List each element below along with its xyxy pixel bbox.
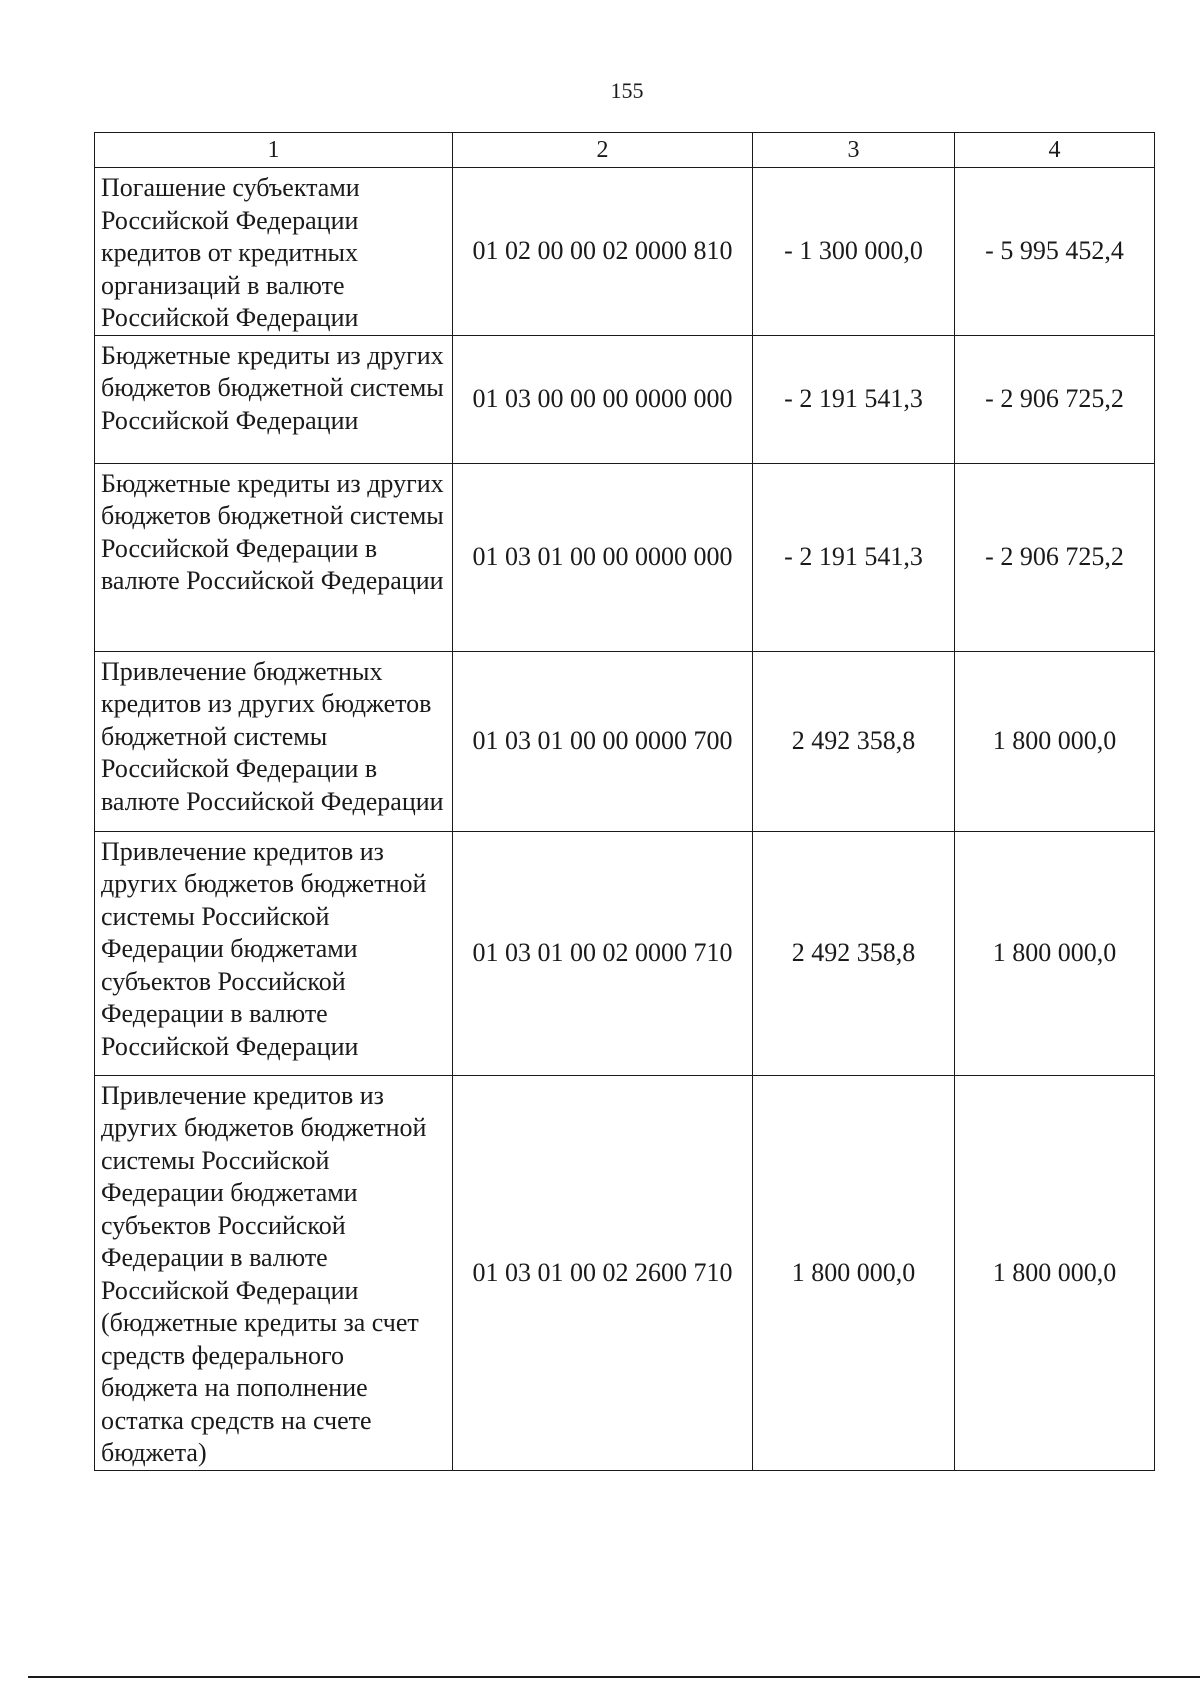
table-row — [95, 831, 1155, 1075]
bottom-divider — [28, 1676, 1200, 1678]
table-header-row — [95, 133, 1155, 168]
row-name: Привлечение кредитов из других бюджетов бюджетной системы Российской Федерации бюджетами субъектов Российской Федерации в валюте Российской Федерации — [95, 831, 453, 1075]
row-code: 01 03 01 00 00 0000 700 — [453, 651, 753, 831]
row-name: Привлечение кредитов из других бюджетов бюджетной системы Российской Федерации бюджетами субъектов Российской Федерации в валюте Российской Федерации (бюджетные кредиты за счет средств федерального бюджета на пополнение остатка средств на счете бюджета) — [95, 1075, 453, 1470]
page-number: 155 — [610, 78, 644, 103]
row-value-4: - 2 906 725,2 — [955, 463, 1155, 651]
column-header-3: 3 — [753, 133, 955, 168]
row-code: 01 03 01 00 00 0000 000 — [453, 463, 753, 651]
row-value-3: 1 800 000,0 — [753, 1075, 955, 1470]
row-code: 01 03 01 00 02 2600 710 — [453, 1075, 753, 1470]
row-value-4: 1 800 000,0 — [955, 651, 1155, 831]
table-row — [95, 335, 1155, 463]
budget-sources-table — [94, 132, 1155, 1471]
row-name: Погашение субъектами Российской Федерации кредитов от кредитных организаций в валюте Российской Федерации — [95, 168, 453, 336]
column-header-4: 4 — [955, 133, 1155, 168]
row-value-3: 2 492 358,8 — [753, 831, 955, 1075]
column-header-2: 2 — [453, 133, 753, 168]
row-name: Привлечение бюджетных кредитов из других бюджетов бюджетной системы Российской Федерации в валюте Российской Федерации — [95, 651, 453, 831]
row-name: Бюджетные кредиты из других бюджетов бюджетной системы Российской Федерации в валюте Российской Федерации — [95, 463, 453, 651]
row-code: 01 03 01 00 02 0000 710 — [453, 831, 753, 1075]
table-row — [95, 463, 1155, 651]
row-code: 01 03 00 00 00 0000 000 — [453, 335, 753, 463]
table-row — [95, 1075, 1155, 1470]
column-header-1: 1 — [95, 133, 453, 168]
row-value-4: 1 800 000,0 — [955, 1075, 1155, 1470]
row-value-3: - 1 300 000,0 — [753, 168, 955, 336]
table-row — [95, 168, 1155, 336]
row-name: Бюджетные кредиты из других бюджетов бюджетной системы Российской Федерации — [95, 335, 453, 463]
row-value-4: 1 800 000,0 — [955, 831, 1155, 1075]
table-row — [95, 651, 1155, 831]
row-value-3: - 2 191 541,3 — [753, 463, 955, 651]
row-value-4: - 2 906 725,2 — [955, 335, 1155, 463]
row-value-3: - 2 191 541,3 — [753, 335, 955, 463]
row-value-3: 2 492 358,8 — [753, 651, 955, 831]
row-code: 01 02 00 00 02 0000 810 — [453, 168, 753, 336]
row-value-4: - 5 995 452,4 — [955, 168, 1155, 336]
